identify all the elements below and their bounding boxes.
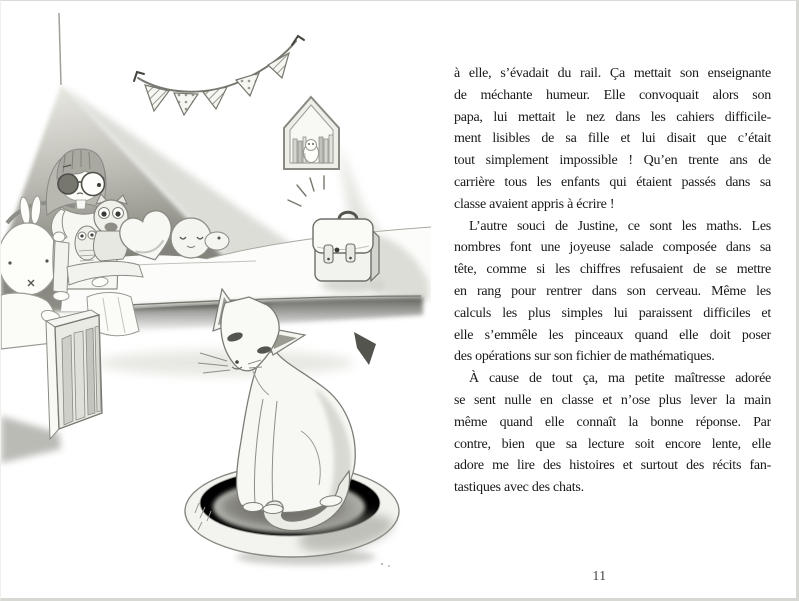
text-line: calculs les plus simples lui paraissent difficiles et bbox=[454, 305, 771, 321]
girl-foot bbox=[53, 292, 69, 301]
text-line: tastiques avec des chats. bbox=[454, 480, 584, 496]
text-line: des opérations sur son fichier de mathématiques. bbox=[454, 349, 715, 365]
text-line: À cause de tout ça, ma petite maîtresse adorée bbox=[469, 371, 771, 387]
text-line: adore me lire des histoires et surtout des récits fan- bbox=[454, 458, 771, 474]
paragraph-2 bbox=[454, 216, 771, 369]
text-line: en rang pour rentrer dans son cerveau. Même les bbox=[454, 283, 771, 299]
text-line: à elle, s’évadait du rail. Ça mettait son enseignante bbox=[454, 66, 771, 81]
text-line: papa, lui mettait le nez dans les cahiers difficile- bbox=[454, 109, 771, 125]
floor-shadow bbox=[98, 350, 354, 376]
page-number: 11 bbox=[592, 568, 607, 583]
sparkle-lines bbox=[288, 176, 324, 206]
paragraph-1 bbox=[454, 63, 771, 216]
cat-on-cushion bbox=[185, 289, 399, 567]
text-line: elle s’emmêle les pinceaux quand elle doit poser bbox=[454, 327, 771, 343]
text-line: nombres font une joyeuse salade composée dans sa bbox=[454, 240, 771, 256]
text-line: contre, bien que sa lecture soit encore lente, elle bbox=[454, 436, 771, 452]
paragraph-3 bbox=[454, 368, 771, 499]
illustration-girl-bedroom-cat bbox=[1, 1, 431, 601]
bed-leg bbox=[354, 332, 376, 365]
bunting-garland bbox=[134, 36, 304, 115]
text-line: ment lisibles de sa fille et lui disait que c’était bbox=[454, 131, 771, 147]
bird-figurine bbox=[304, 140, 319, 163]
text-line: L’autre souci de Justine, ce sont les maths. Les bbox=[469, 218, 771, 234]
text-line: de méchante humeur. Elle convoquait alors son bbox=[454, 87, 771, 103]
text-line: carrière tous les enfants qui étaient passés dans sa bbox=[454, 174, 771, 190]
text-line: tête, comme si les chiffres refusaient de se mettre bbox=[454, 262, 771, 278]
body-text bbox=[454, 63, 771, 499]
text-line: tout simplement impossible ! Qu’en trente ans de bbox=[454, 153, 771, 169]
text-line: même quand elle connaît la bonne réponse. Par bbox=[454, 414, 771, 430]
text-line: se sent nulle en classe et n’ose plus lever la main bbox=[454, 392, 771, 408]
text-line: classe avaient appris à écrire ! bbox=[454, 196, 615, 212]
